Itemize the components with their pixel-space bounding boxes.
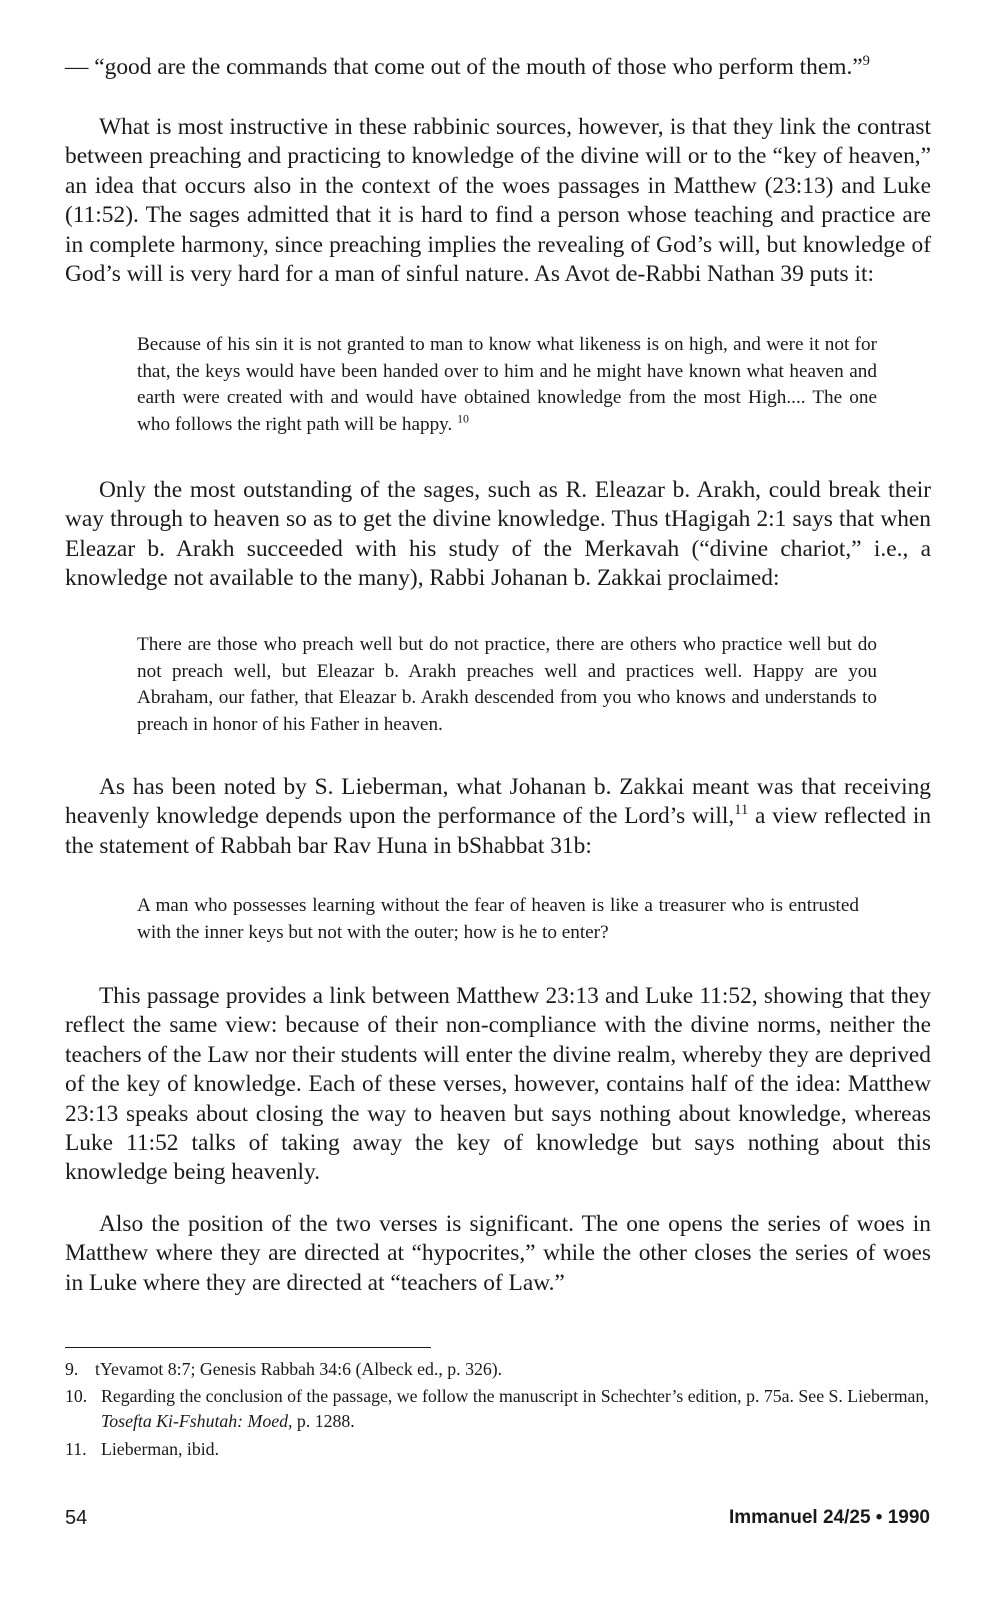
paragraph-outstanding-sages: Only the most outstanding of the sages, such as R. Eleazar b. Arakh, could break their way through to heaven so as to get the divine knowledge. Thus tHagigah 2:1 says that when Eleazar b. Arakh succeeded with his study of the Merkavah (“divine chariot,” i.e., a knowledge not available to the many), Rabbi Johanan b. Zakkai proclaimed: (65, 477, 931, 592)
footnote-ref-9[interactable]: 9 (862, 53, 870, 70)
blockquote-hagigah: There are those who preach well but do not practice, there are others who practice well but do not preach well, but Eleazar b. Arakh preaches well and practices well. Happy are you Abraham, our father, that Eleazar b. Arakh descended from you who knows and understands to preach in honor of his Father in heaven. (137, 634, 877, 735)
cited-title: Tosefta Ki-Fshutah: Moed, (101, 1411, 293, 1431)
footnote-ref-11[interactable]: 11 (734, 802, 749, 819)
blockquote-avot-de-rabbi-nathan: Because of his sin it is not granted to man to know what likeness is on high, and were it not for that, the keys would have been handed over to him and he might have known what heaven and earth were created with and would have obtained knowledge from the most High.... The one who follows the right path will be happy. $^{10}$ (137, 334, 877, 435)
paragraph-rabbinic-sources: What is most instructive in these rabbinic sources, however, is that they link the contrast between preaching and practicing to knowledge of the divine will or to the “key of heaven,” an idea that occurs also in the context of the woes passages in Matthew (23:13) and Luke (11:52). The sages admitted that it is hard to find a person whose teaching and practice are in complete harmony, since preaching implies the revealing of God’s will, but knowledge of God’s will is very hard for a man of sinful nature. As Avot de-Rabbi Nathan 39 puts it: (65, 114, 931, 288)
footnote-9: 9. tYevamot 8:7; Genesis Rabbah 34:6 (Albeck ed., p. 326). (65, 1359, 503, 1379)
paragraph-verse-position: Also the position of the two verses is significant. The one opens the series of woes in Matthew where they are directed at “hypocrites,” while the other closes the series of woes in Luke where they are directed at “teachers of Law.” (65, 1211, 931, 1296)
footnote-10: 10. Regarding the conclusion of the passage, we follow the manuscript in Schechter’s edition, p. 75a. See S. Lieberman, Tosefta Ki-Fshutah: Moed, p. 1288. (65, 1386, 929, 1431)
footnote-11: 11. Lieberman, ibid. (65, 1439, 220, 1459)
paragraph-lieberman: As has been noted by S. Lieberman, what Johanan b. Zakkai meant was that receiving heavenly knowledge depends upon the performance of the Lord’s will,$^{11}$ a view reflected in the statement of Rabbah bar Rav Huna in bShabbat 31b: (65, 774, 932, 859)
footnote-divider (65, 1347, 431, 1348)
page-number: 54 (65, 1507, 88, 1529)
blockquote-shabbat: A man who possesses learning without the fear of heaven is like a treasurer who is entrusted with the inner keys but not with the outer; how is he to enter? (137, 895, 859, 943)
paragraph-continuation: — “good are the commands that come out of the mouth of those who perform them.”$^9$ (65, 53, 870, 80)
journal-running-footer: Immanuel 24/25 • 1990 (729, 1507, 930, 1528)
paragraph-matthew-luke-link: This passage provides a link between Matthew 23:13 and Luke 11:52, showing that they reflect the same view: because of their non-compliance with the divine norms, neither the teachers of the Law nor their students will enter the divine realm, whereby they are deprived of the key of knowledge. Each of these verses, however, contains half of the idea: Matthew 23:13 speaks about closing the way to heaven but says nothing about knowledge, whereas Luke 11:52 talks of taking away the key of knowledge but says nothing about this knowledge being heavenly. (65, 983, 931, 1186)
footnote-ref-10[interactable]: 10 (457, 411, 469, 426)
